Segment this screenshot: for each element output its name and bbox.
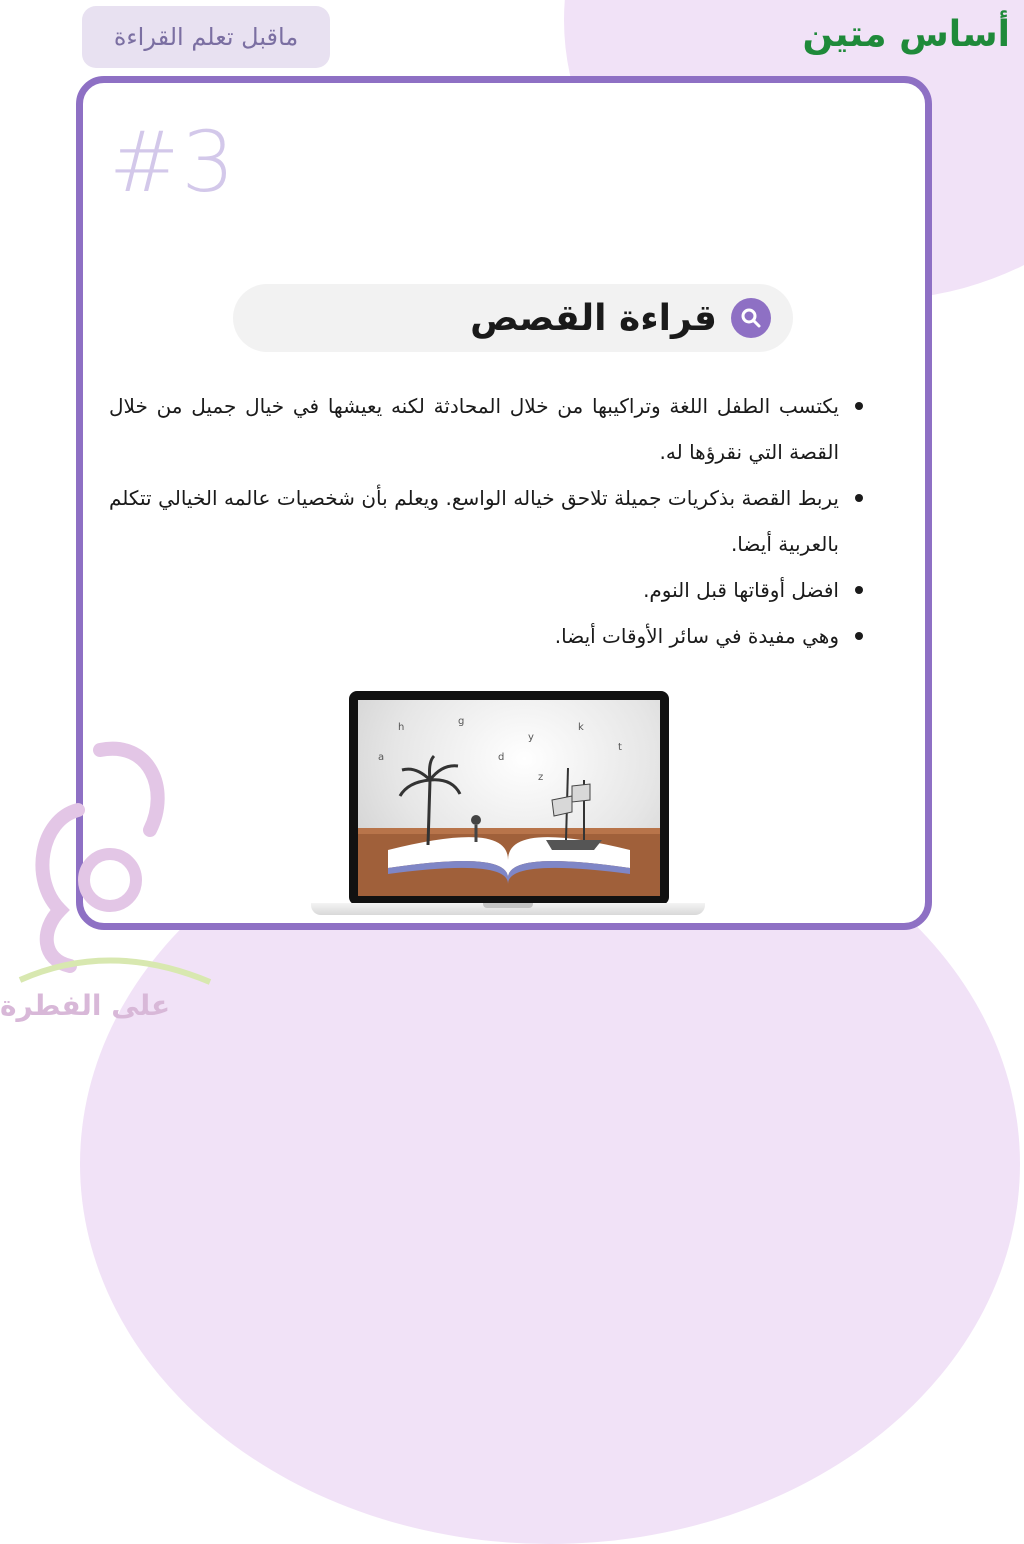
bullet-item: وهي مفيدة في سائر الأوقات أيضا. — [109, 613, 869, 659]
brand-title: أساس متين — [802, 14, 1010, 55]
svg-text:z: z — [538, 772, 544, 783]
bullet-item: يكتسب الطفل اللغة وتراكيبها من خلال المحادثة لكنه يعيشها في خيال جميل من خلال القصة التي نقرؤها له. — [109, 383, 869, 475]
brand-logo — [0, 730, 220, 1024]
svg-text:a: a — [378, 752, 385, 763]
laptop-illustration — [311, 691, 705, 923]
laptop-screen — [349, 691, 669, 905]
heading-pill — [233, 284, 793, 352]
card-heading: قراءة القصص — [470, 297, 717, 339]
bullet-list — [109, 383, 869, 659]
svg-text:h: h — [398, 722, 405, 733]
logo-figure-icon — [0, 730, 220, 990]
svg-text:d: d — [498, 752, 505, 763]
storybook-scene — [358, 700, 660, 896]
search-icon — [731, 298, 771, 338]
bullet-item: افضل أوقاتها قبل النوم. — [109, 567, 869, 613]
logo-text: على الفطرة — [0, 989, 171, 1022]
topic-tag: ماقبل تعلم القراءة — [82, 6, 330, 68]
laptop-notch — [483, 903, 533, 908]
svg-text:k: k — [578, 722, 584, 733]
bullet-item: يربط القصة بذكريات جميلة تلاحق خياله الواسع. ويعلم بأن شخصيات عالمه الخيالي تتكلم بالعربية أيضا. — [109, 475, 869, 567]
svg-text:t: t — [618, 742, 622, 753]
step-number: #3 — [109, 113, 237, 211]
storybook-image — [358, 700, 660, 896]
svg-text:y: y — [528, 732, 534, 743]
svg-text:g: g — [458, 716, 465, 727]
